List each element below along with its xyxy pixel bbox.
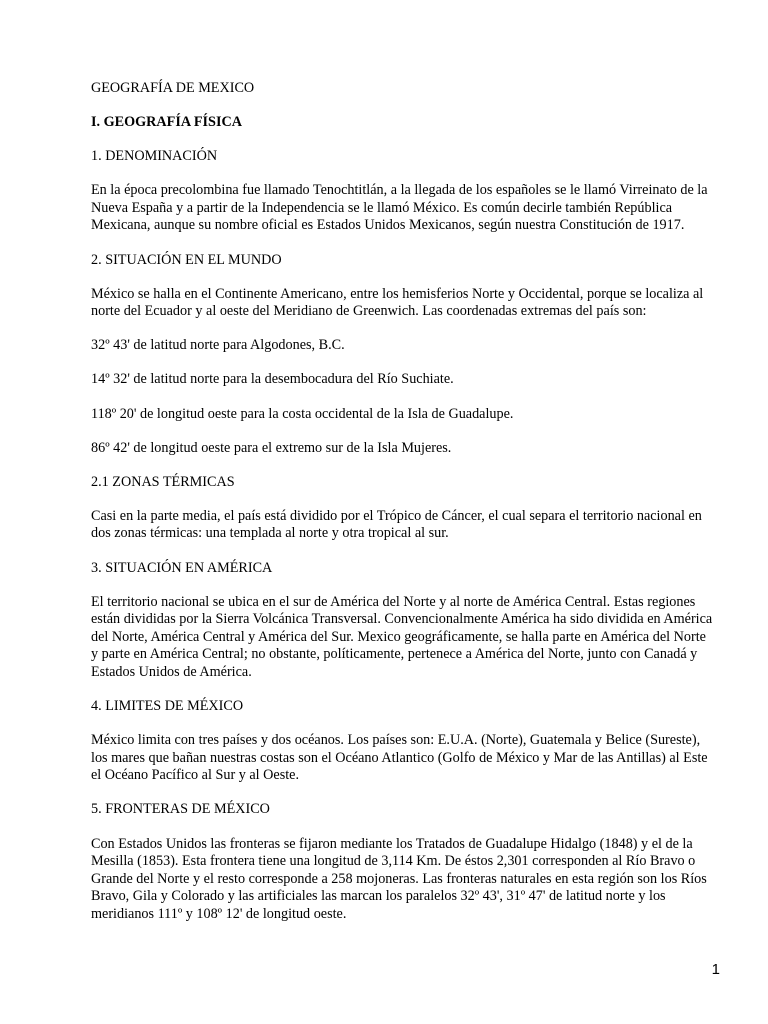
heading-zonas-termicas: 2.1 ZONAS TÉRMICAS	[91, 473, 235, 490]
heading-denominacion: 1. DENOMINACIÓN	[91, 148, 218, 165]
heading-situacion-america: 3. SITUACIÓN EN AMÉRICA	[91, 559, 273, 576]
page-number: 1	[711, 961, 720, 978]
document-title: GEOGRAFÍA DE MEXICO	[91, 80, 255, 96]
coordinate-line: 86º 42' de longitud oeste para el extremo sur de la Isla Mujeres.	[91, 439, 452, 456]
document-body	[91, 80, 716, 940]
paragraph-zonas-termicas: Casi en la parte media, el país está dividido por el Trópico de Cáncer, el cual separa el territorio nacional en dos zonas térmicas: una templada al norte y otra tropical al sur.	[91, 507, 702, 542]
paragraph-situacion-mundo: México se halla en el Continente Americano, entre los hemisferios Norte y Occidental, porque se localiza al norte del Ecuador y al oeste del Meridiano de Greenwich. Las coordenadas extremas del país son:	[91, 285, 704, 320]
coordinate-line: 32º 43' de latitud norte para Algodones, B.C.	[91, 337, 345, 354]
paragraph-denominacion: En la época precolombina fue llamado Tenochtitlán, a la llegada de los españoles se le llamó Virreinato de la Nueva España y a partir de la Independencia se le llamó México. Es común decirle también República Mexicana, aunque su nombre oficial es Estados Unidos Mexicanos, según nuestra Constitución de 1917.	[91, 182, 708, 234]
paragraph-situacion-america: El territorio nacional se ubica en el sur de América del Norte y al norte de América Central. Estas regiones están divididas por la Sierra Volcánica Transversal. Convencionalmente América ha sido dividida en América del Norte, América Central y América del Sur. Mexico geográficamente, se halla parte en América del Norte y parte en América Central; no obstante, políticamente, pertenece a América del Norte, junto con Canadá y Estados Unidos de América.	[91, 593, 713, 680]
heading-limites: 4. LIMITES DE MÉXICO	[91, 698, 244, 715]
coordinate-line: 14º 32' de latitud norte para la desembocadura del Río Suchiate.	[91, 371, 454, 388]
coordinate-line: 118º 20' de longitud oeste para la costa occidental de la Isla de Guadalupe.	[91, 405, 514, 422]
paragraph-fronteras: Con Estados Unidos las fronteras se fijaron mediante los Tratados de Guadalupe Hidalgo (1848) y el de la Mesilla (1853). Esta frontera tiene una longitud de 3,114 Km. De éstos 2,301 corresponden al Río Bravo o Grande del Norte y el resto corresponde a 258 mojoneras. Las fronteras naturales en esta región son los Ríos Bravo, Gila y Colorado y las artificiales las marcan los paralelos 32º 43', 31º 47' de latitud norte y los meridianos 111º y 108º 12' de longitud oeste.	[91, 835, 707, 922]
heading-situacion-mundo: 2. SITUACIÓN EN EL MUNDO	[91, 251, 282, 268]
paragraph-limites: México limita con tres países y dos océanos. Los países son: E.U.A. (Norte), Guatemala y Belice (Sureste), los mares que bañan nuestras costas son el Océano Atlantico (Golfo de México y Mar de las Antillas) al Este el Océano Pacífico al Sur y al Oeste.	[91, 732, 708, 784]
section-title: I. GEOGRAFÍA FÍSICA	[91, 114, 242, 131]
heading-fronteras: 5. FRONTERAS DE MÉXICO	[91, 801, 270, 818]
